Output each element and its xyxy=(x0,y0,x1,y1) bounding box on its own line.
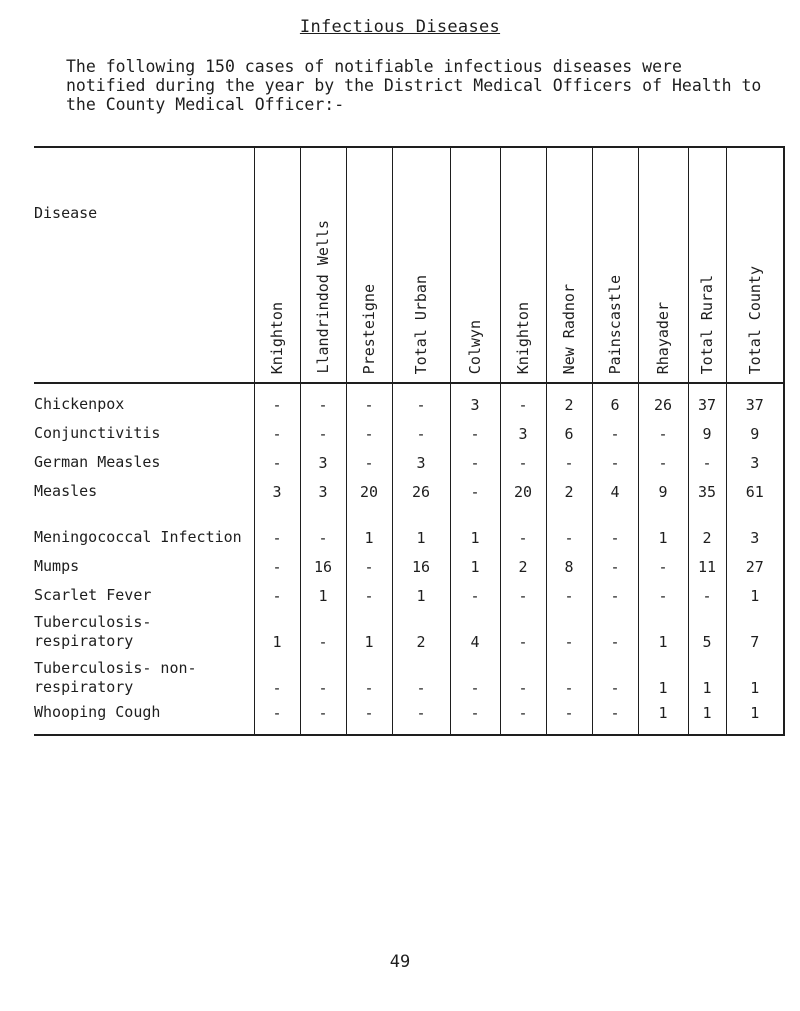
case-count-cell: - xyxy=(546,699,592,735)
case-count-cell: 1 xyxy=(726,653,784,699)
case-count-cell: - xyxy=(638,578,688,607)
disease-name: Meningococcal Infection xyxy=(34,528,242,546)
case-count-cell: 20 xyxy=(346,474,392,503)
column-header: Knighton xyxy=(500,147,546,383)
case-count-cell: 4 xyxy=(450,607,500,653)
case-count-cell: - xyxy=(500,699,546,735)
case-count-cell: - xyxy=(592,578,638,607)
table-row xyxy=(34,578,784,607)
table-row xyxy=(34,503,784,549)
column-header: Total Rural xyxy=(688,147,726,383)
case-count-cell: - xyxy=(450,699,500,735)
case-count-cell: 9 xyxy=(638,474,688,503)
diseases-table xyxy=(34,146,785,736)
case-count-cell: 37 xyxy=(726,383,784,416)
case-count-cell: - xyxy=(254,578,300,607)
case-count-cell: - xyxy=(592,699,638,735)
column-header: Total Urban xyxy=(392,147,450,383)
case-count-cell: 1 xyxy=(392,503,450,549)
case-count-cell: - xyxy=(300,503,346,549)
case-count-cell: 9 xyxy=(726,416,784,445)
case-count-cell: - xyxy=(638,445,688,474)
case-count-cell: 1 xyxy=(450,549,500,578)
column-header: Rhayader xyxy=(638,147,688,383)
case-count-cell: 8 xyxy=(546,549,592,578)
header-row xyxy=(34,147,784,383)
case-count-cell: 3 xyxy=(300,445,346,474)
case-count-cell: 1 xyxy=(300,578,346,607)
case-count-cell: - xyxy=(300,653,346,699)
disease-name: Chickenpox xyxy=(34,395,125,413)
case-count-cell: - xyxy=(300,416,346,445)
case-count-cell: - xyxy=(592,416,638,445)
case-count-cell: 1 xyxy=(638,503,688,549)
case-count-cell: 1 xyxy=(450,503,500,549)
table-row xyxy=(34,416,784,445)
case-count-cell: 26 xyxy=(392,474,450,503)
case-count-cell: - xyxy=(500,383,546,416)
column-header: Total County xyxy=(726,147,784,383)
case-count-cell: 1 xyxy=(638,607,688,653)
case-count-cell: 37 xyxy=(688,383,726,416)
table-row xyxy=(34,607,784,653)
table-row xyxy=(34,383,784,416)
case-count-cell: 7 xyxy=(726,607,784,653)
case-count-cell: - xyxy=(500,503,546,549)
case-count-cell: 2 xyxy=(500,549,546,578)
case-count-cell: 2 xyxy=(392,607,450,653)
case-count-cell: - xyxy=(592,445,638,474)
column-header: Presteigne xyxy=(346,147,392,383)
case-count-cell: - xyxy=(254,699,300,735)
case-count-cell: 1 xyxy=(688,699,726,735)
case-count-cell: - xyxy=(346,416,392,445)
case-count-cell: 11 xyxy=(688,549,726,578)
case-count-cell: - xyxy=(254,653,300,699)
case-count-cell: 4 xyxy=(592,474,638,503)
case-count-cell: - xyxy=(592,503,638,549)
disease-column-header: Disease xyxy=(34,147,254,383)
case-count-cell: 16 xyxy=(392,549,450,578)
disease-name: German Measles xyxy=(34,453,161,471)
column-header: Knighton xyxy=(254,147,300,383)
case-count-cell: - xyxy=(346,699,392,735)
case-count-cell: - xyxy=(592,607,638,653)
case-count-cell: - xyxy=(500,578,546,607)
case-count-cell: 1 xyxy=(346,503,392,549)
case-count-cell: - xyxy=(392,383,450,416)
case-count-cell: - xyxy=(688,578,726,607)
case-count-cell: 1 xyxy=(726,578,784,607)
case-count-cell: - xyxy=(450,578,500,607)
case-count-cell: - xyxy=(300,699,346,735)
disease-name: Tuberculosis- respiratory xyxy=(34,613,152,650)
case-count-cell: - xyxy=(346,445,392,474)
case-count-cell: 35 xyxy=(688,474,726,503)
case-count-cell: - xyxy=(500,445,546,474)
column-header: Llandrindod Wells xyxy=(300,147,346,383)
case-count-cell: - xyxy=(592,549,638,578)
case-count-cell: - xyxy=(638,416,688,445)
case-count-cell: - xyxy=(254,416,300,445)
case-count-cell: 16 xyxy=(300,549,346,578)
disease-name: Conjunctivitis xyxy=(34,424,161,442)
table-row xyxy=(34,699,784,735)
case-count-cell: - xyxy=(254,383,300,416)
table-row xyxy=(34,653,784,699)
case-count-cell: - xyxy=(546,578,592,607)
case-count-cell: - xyxy=(392,653,450,699)
case-count-cell: - xyxy=(346,549,392,578)
case-count-cell: 2 xyxy=(688,503,726,549)
case-count-cell: - xyxy=(346,578,392,607)
case-count-cell: 2 xyxy=(546,474,592,503)
page-number: 49 xyxy=(389,952,411,972)
disease-name: Whooping Cough xyxy=(34,699,254,735)
case-count-cell: 3 xyxy=(500,416,546,445)
case-count-cell: 3 xyxy=(392,445,450,474)
case-count-cell: - xyxy=(450,653,500,699)
case-count-cell: - xyxy=(592,653,638,699)
table-row xyxy=(34,445,784,474)
case-count-cell: 1 xyxy=(638,699,688,735)
table-row xyxy=(34,474,784,503)
case-count-cell: 5 xyxy=(688,607,726,653)
case-count-cell: 20 xyxy=(500,474,546,503)
case-count-cell: - xyxy=(300,607,346,653)
case-count-cell: 61 xyxy=(726,474,784,503)
case-count-cell: 1 xyxy=(346,607,392,653)
case-count-cell: - xyxy=(392,699,450,735)
case-count-cell: - xyxy=(392,416,450,445)
case-count-cell: 6 xyxy=(546,416,592,445)
case-count-cell: - xyxy=(546,445,592,474)
case-count-cell: - xyxy=(546,503,592,549)
case-count-cell: - xyxy=(254,445,300,474)
case-count-cell: 2 xyxy=(546,383,592,416)
case-count-cell: 3 xyxy=(726,445,784,474)
case-count-cell: - xyxy=(300,383,346,416)
case-count-cell: 1 xyxy=(254,607,300,653)
disease-name: Tuberculosis- non-respiratory xyxy=(34,659,197,696)
case-count-cell: 26 xyxy=(638,383,688,416)
case-count-cell: - xyxy=(254,549,300,578)
column-header: Painscastle xyxy=(592,147,638,383)
case-count-cell: 3 xyxy=(726,503,784,549)
case-count-cell: - xyxy=(500,653,546,699)
case-count-cell: - xyxy=(346,383,392,416)
disease-name: Measles xyxy=(34,482,98,500)
case-count-cell: - xyxy=(638,549,688,578)
case-count-cell: - xyxy=(346,653,392,699)
case-count-cell: 6 xyxy=(592,383,638,416)
table-row xyxy=(34,549,784,578)
page-title: Infectious Diseases xyxy=(299,17,501,37)
case-count-cell: 1 xyxy=(392,578,450,607)
case-count-cell: - xyxy=(500,607,546,653)
column-header: Colwyn xyxy=(450,147,500,383)
case-count-cell: - xyxy=(450,445,500,474)
case-count-cell: - xyxy=(546,607,592,653)
case-count-cell: - xyxy=(450,474,500,503)
case-count-cell: 3 xyxy=(300,474,346,503)
case-count-cell: 3 xyxy=(450,383,500,416)
disease-name: Mumps xyxy=(34,557,80,575)
case-count-cell: 1 xyxy=(688,653,726,699)
case-count-cell: 3 xyxy=(254,474,300,503)
case-count-cell: 27 xyxy=(726,549,784,578)
case-count-cell: - xyxy=(254,503,300,549)
column-header: New Radnor xyxy=(546,147,592,383)
case-count-cell: 1 xyxy=(726,699,784,735)
case-count-cell: 9 xyxy=(688,416,726,445)
intro-paragraph: The following 150 cases of notifiable infectious diseases were notified during the year by the District Medical Officers of Health to the County Medical Officer:- xyxy=(66,57,762,114)
disease-name: Scarlet Fever xyxy=(34,586,152,604)
case-count-cell: 1 xyxy=(638,653,688,699)
case-count-cell: - xyxy=(450,416,500,445)
case-count-cell: - xyxy=(546,653,592,699)
case-count-cell: - xyxy=(688,445,726,474)
